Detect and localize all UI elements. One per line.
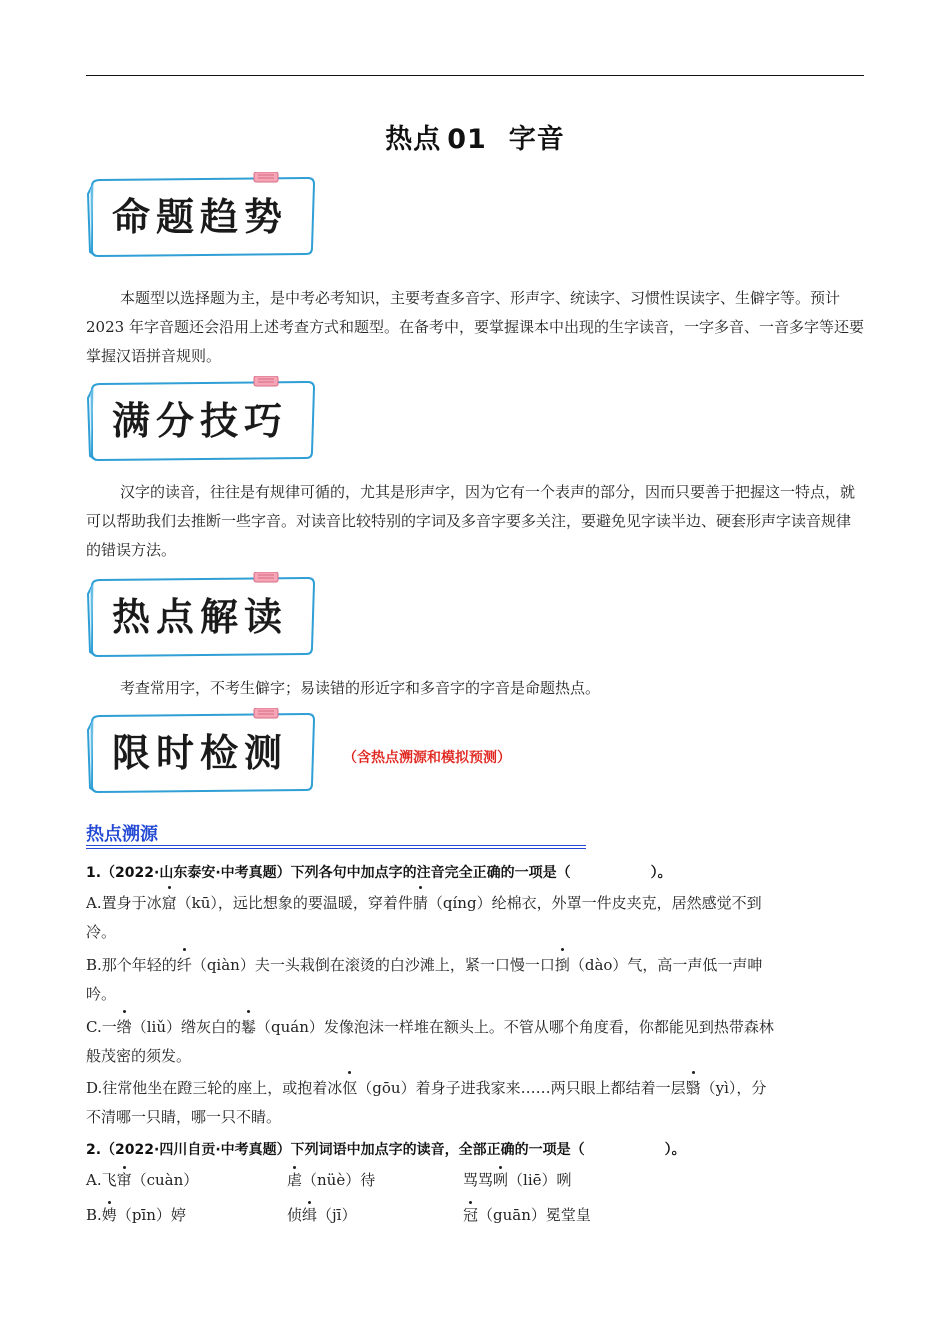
banner-test	[86, 708, 316, 794]
question-1-option-a	[86, 889, 864, 947]
dotted-char: 窟	[162, 889, 177, 918]
test-note: （含热点溯源和模拟预测）	[343, 750, 511, 766]
option-line: B.那个年轻的纤（qiàn）夫一头栽倒在滚烫的白沙滩上，紧一口慢一口捯（dào）气，高一声低一声呻	[86, 951, 864, 980]
option-line: 不清哪一只睛，哪一只不睛。	[86, 1108, 282, 1126]
banner-label: 热点解读	[112, 595, 289, 639]
option-line: 冷。	[86, 923, 117, 941]
question-1-stem-end: ）。	[650, 865, 672, 881]
option-line: C.一绺（liǔ）绺灰白的鬈（quán）发像泡沫一样堆在额头上。不管从哪个角度看，你都能见到热带森林	[86, 1013, 864, 1042]
banner-skill	[86, 376, 316, 462]
dotted-char: 窜	[116, 1171, 132, 1189]
page-title	[0, 117, 950, 156]
dotted-char: 纤	[177, 951, 192, 980]
banner-label: 限时检测	[112, 731, 289, 775]
banner-analysis	[86, 572, 316, 658]
dotted-char: 咧	[493, 1171, 509, 1189]
question-1-stem-text: 1.（2022·山东泰安·中考真题）下列各句中加点字的注音完全正确的一项是（	[86, 865, 571, 881]
dotted-char: 腈	[413, 889, 428, 918]
q2-option-b-2: 侦缉（jī）	[287, 1206, 357, 1224]
top-rule	[86, 75, 864, 76]
dotted-char: 捯	[555, 951, 570, 980]
q2-option-b-1: B.娉（pīn）婷	[86, 1206, 186, 1224]
skill-paragraph: 汉字的读音，往往是有规律可循的，尤其是形声字，因为它有一个表声的部分，因而只要善于把握这一特点，就可以帮助我们去推断一些字音。对读音比较特别的字词及多音字要多关注，要避免见字读半边、硬套形声字读音规律的错误方法。	[86, 483, 856, 559]
section-rule	[86, 848, 586, 849]
q2-option-a-2: 虐（nüè）待	[287, 1171, 376, 1189]
analysis-paragraph: 考查常用字，不考生僻字；易读错的形近字和多音字的字音是命题热点。	[120, 679, 601, 697]
banner-label: 命题趋势	[112, 195, 289, 239]
section-heading: 热点溯源	[86, 824, 158, 845]
title-number: 01	[447, 124, 487, 155]
q2-option-a-3: 骂骂咧（liē）咧	[463, 1171, 572, 1189]
option-line: 吟。	[86, 985, 117, 1003]
question-2-stem-end: ）。	[664, 1142, 686, 1158]
dotted-char: 缉	[302, 1206, 318, 1224]
option-line: 般茂密的须发。	[86, 1047, 192, 1065]
question-2-stem	[86, 1139, 864, 1159]
banner-label: 满分技巧	[112, 399, 289, 443]
q2-option-a-1: A.飞窜（cuàn）	[86, 1171, 199, 1189]
dotted-char: 娉	[101, 1206, 117, 1224]
question-1-stem	[86, 862, 864, 882]
question-2-stem-text: 2.（2022·四川自贡·中考真题）下列词语中加点字的读音，全部正确的一项是（	[86, 1142, 585, 1158]
dotted-char: 冠	[463, 1206, 479, 1224]
banner-trend	[86, 172, 316, 258]
question-1-option-b	[86, 951, 864, 1009]
dotted-char: 伛	[342, 1074, 357, 1103]
q2-option-b-3: 冠（guān）冕堂皇	[463, 1206, 591, 1224]
question-1-option-c	[86, 1013, 864, 1071]
trend-paragraph: 本题型以选择题为主，是中考必考知识，主要考查多音字、形声字、统读字、习惯性误读字、生僻字等。预计 2023 年字音题还会沿用上述考查方式和题型。在备考中，要掌握课本中出现的生字读音，一字多音、一音多字等还要掌握汉语拼音规则。	[86, 289, 864, 365]
dotted-char: 绺	[117, 1013, 132, 1042]
dotted-char: 虐	[287, 1171, 303, 1189]
option-line: D.往常他坐在蹬三轮的座上，或抱着冰伛（gōu）着身子进我家来……两只眼上都结着一层翳（yì），分	[86, 1074, 864, 1103]
dotted-char: 鬈	[241, 1013, 256, 1042]
option-line: A.置身于冰窟（kū），远比想象的要温暖，穿着件腈（qíng）纶棉衣，外罩一件皮夹克，居然感觉不到	[86, 889, 864, 918]
section-rule	[86, 845, 586, 846]
dotted-char: 翳	[686, 1074, 701, 1103]
title-prefix: 热点	[385, 124, 442, 155]
question-1-option-d	[86, 1074, 864, 1132]
title-topic: 字音	[508, 124, 565, 155]
